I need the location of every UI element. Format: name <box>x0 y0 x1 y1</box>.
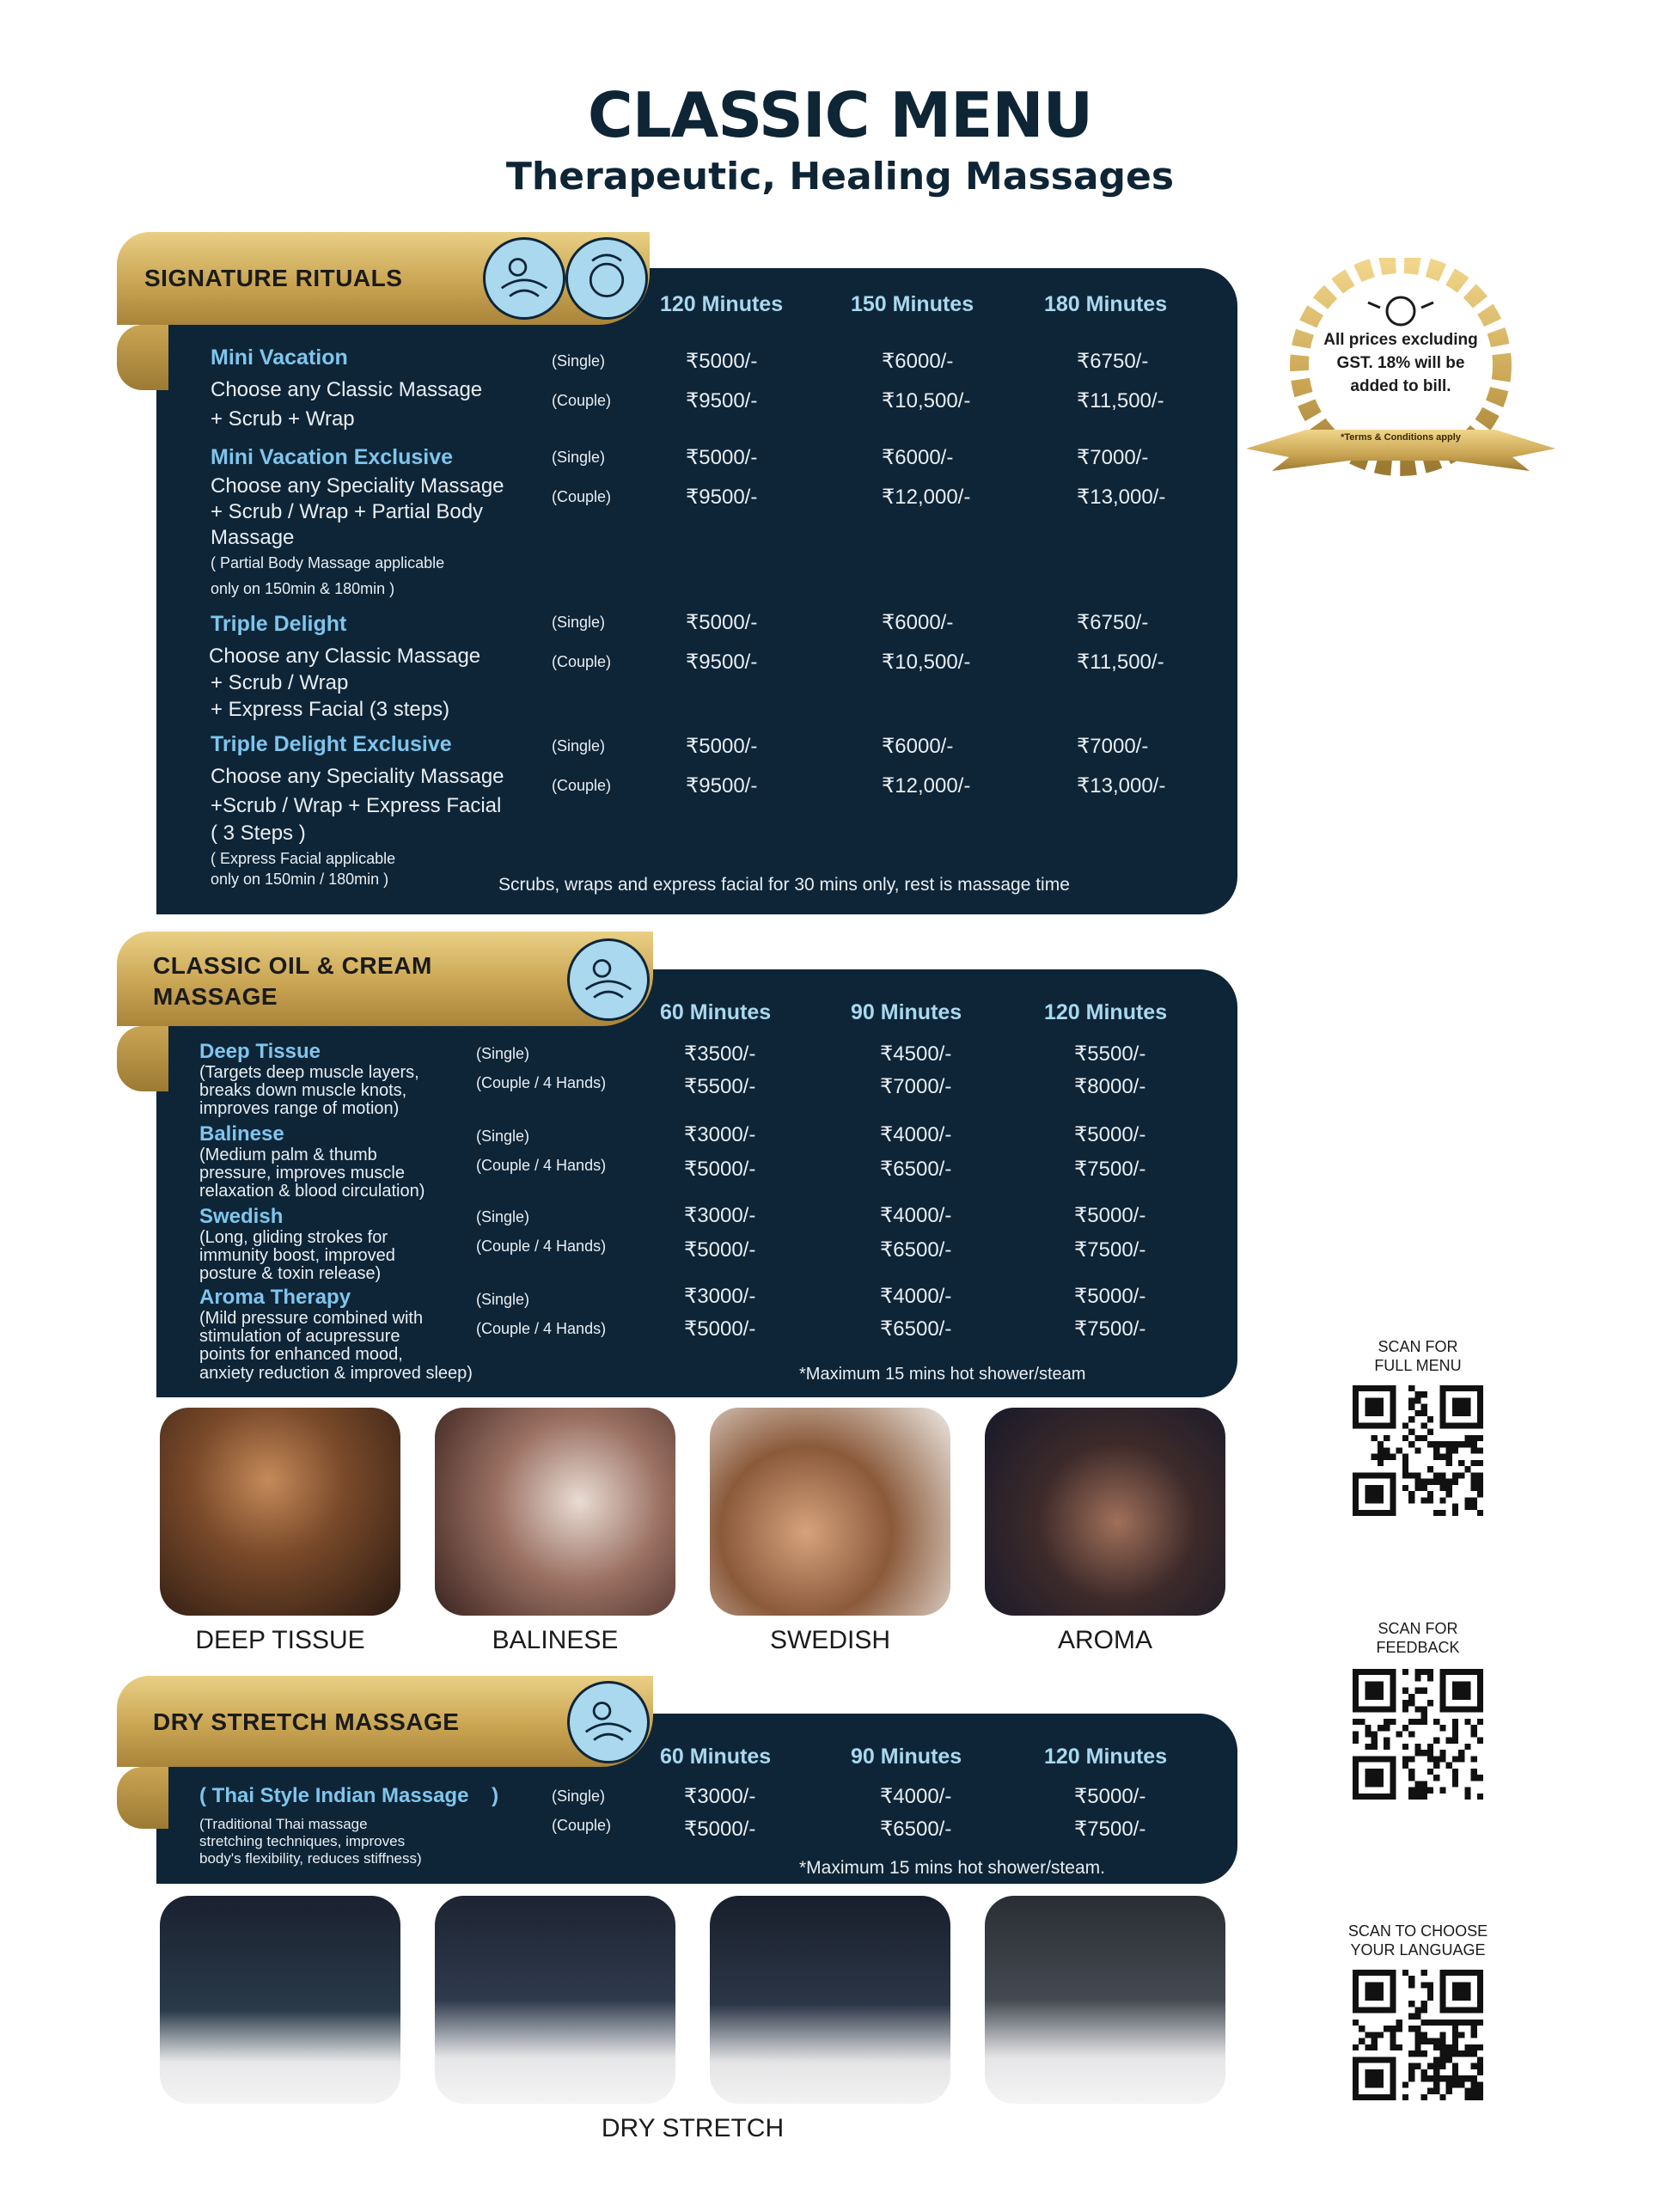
couple-label: (Couple) <box>552 1817 612 1834</box>
price: ₹6500/- <box>880 1317 952 1341</box>
classic-item-desc: (Mild pressure combined with <box>199 1309 424 1328</box>
price: ₹6750/- <box>1077 350 1149 373</box>
qr-label-line: YOUR LANGUAGE <box>1350 1941 1486 1959</box>
dry-item-desc: body's flexibility, reduces stiffness) <box>199 1850 422 1867</box>
price: ₹3000/- <box>684 1785 756 1808</box>
price: ₹3500/- <box>684 1042 756 1066</box>
photo-dry-stretch-1 <box>160 1896 400 2104</box>
sig-item-note: ( Partial Body Massage applicable <box>211 554 445 571</box>
price: ₹5000/- <box>686 611 758 634</box>
price: ₹6000/- <box>882 735 954 758</box>
price: ₹13,000/- <box>1077 486 1166 509</box>
sig-item-note: only on 150min & 180min ) <box>211 580 395 597</box>
price: ₹4500/- <box>880 1042 952 1066</box>
qr-label-line: FEEDBACK <box>1376 1639 1460 1656</box>
single-label: (Single) <box>552 737 606 755</box>
sig-item-desc: + Scrub / Wrap + Partial Body <box>211 500 484 523</box>
price: ₹7500/- <box>1074 1818 1146 1841</box>
sig-item-name: Mini Vacation Exclusive <box>211 445 454 469</box>
classic-item-desc: stimulation of acupressure <box>199 1327 400 1346</box>
classic-item-desc: relaxation & blood circulation) <box>199 1182 425 1201</box>
photo-dry-stretch-3 <box>710 1896 950 2104</box>
qr-label-feedback <box>1323 1619 1512 1657</box>
sig-item-note: ( Express Facial applicable <box>211 850 396 867</box>
price: ₹7000/- <box>1077 446 1149 469</box>
sig-item-name: Mini Vacation <box>211 345 348 370</box>
couple-label: (Couple) <box>552 488 612 505</box>
price: ₹4000/- <box>880 1285 952 1308</box>
price: ₹5000/- <box>1074 1285 1146 1308</box>
classic-item-desc: (Targets deep muscle layers, <box>199 1063 419 1082</box>
classic-item-name: Deep Tissue <box>199 1040 321 1063</box>
price: ₹5000/- <box>686 350 758 373</box>
price: ₹7500/- <box>1074 1238 1146 1262</box>
price: ₹12,000/- <box>882 486 971 509</box>
price: ₹3000/- <box>684 1123 756 1146</box>
price: ₹10,500/- <box>882 389 971 412</box>
caption-dry-stretch: DRY STRETCH <box>601 2114 785 2142</box>
price: ₹5000/- <box>686 446 758 469</box>
price: ₹8000/- <box>1074 1075 1146 1098</box>
price: ₹5000/- <box>684 1238 756 1262</box>
facial-icon <box>565 237 648 320</box>
caption-balinese: BALINESE <box>492 1626 619 1654</box>
price: ₹9500/- <box>686 486 758 509</box>
price: ₹13,000/- <box>1077 774 1166 798</box>
price: ₹9500/- <box>686 389 758 412</box>
classic-label-2: MASSAGE <box>153 983 278 1010</box>
massage-icon <box>483 237 565 320</box>
price: ₹6000/- <box>882 446 954 469</box>
price: ₹9500/- <box>686 774 758 798</box>
classic-item-name: Balinese <box>199 1122 284 1146</box>
price: ₹3000/- <box>684 1285 756 1308</box>
classic-label: CLASSIC OIL & CREAM <box>153 952 432 979</box>
single-label: (Single) <box>476 1208 530 1225</box>
sig-item-desc: Choose any Speciality Massage <box>211 765 504 788</box>
price: ₹6000/- <box>882 611 954 634</box>
single-label: (Single) <box>552 352 606 370</box>
classic-col-1: 60 Minutes <box>660 1000 772 1024</box>
price: ₹11,500/- <box>1077 651 1164 674</box>
price: ₹7500/- <box>1074 1158 1146 1181</box>
qr-label-language <box>1323 1922 1512 1959</box>
price: ₹12,000/- <box>882 774 971 798</box>
couple-label: (Couple) <box>552 777 612 794</box>
dry-item-desc: (Traditional Thai massage <box>199 1816 368 1832</box>
price: ₹4000/- <box>880 1204 952 1227</box>
signature-note: Scrubs, wraps and express facial for 30 mins only, rest is massage time <box>498 875 1070 895</box>
qr-label-line: SCAN FOR <box>1378 1338 1458 1355</box>
couple-label: (Couple / 4 Hands) <box>476 1320 607 1337</box>
qr-code-feedback-icon[interactable] <box>1353 1669 1483 1800</box>
qr-label-full-menu <box>1323 1337 1512 1375</box>
dry-col-3: 120 Minutes <box>1044 1745 1168 1769</box>
classic-item-name: Swedish <box>199 1205 284 1228</box>
classic-col-3: 120 Minutes <box>1044 1000 1168 1024</box>
single-label: (Single) <box>476 1291 530 1308</box>
caption-swedish: SWEDISH <box>769 1626 890 1654</box>
price: ₹6500/- <box>880 1238 952 1262</box>
classic-item-desc: immunity boost, improved <box>199 1246 395 1265</box>
dry-item-desc: stretching techniques, improves <box>199 1833 406 1849</box>
single-label: (Single) <box>552 1788 606 1805</box>
classic-item-desc: improves range of motion) <box>199 1099 400 1118</box>
sig-item-desc: Massage <box>211 526 295 549</box>
photo-aroma <box>985 1408 1225 1616</box>
price: ₹5000/- <box>1074 1785 1146 1808</box>
price: ₹5500/- <box>684 1075 756 1098</box>
photo-dry-stretch-4 <box>985 1896 1225 2104</box>
photo-deep-tissue <box>160 1408 400 1616</box>
single-label: (Single) <box>476 1128 530 1145</box>
massage-icon <box>567 938 650 1021</box>
dry-col-2: 90 Minutes <box>851 1745 962 1769</box>
price: ₹5000/- <box>1074 1123 1146 1146</box>
sig-item-desc: Choose any Classic Massage <box>209 645 481 668</box>
classic-item-desc: pressure, improves muscle <box>199 1164 405 1182</box>
single-label: (Single) <box>552 449 606 466</box>
massage-icon <box>567 1681 650 1763</box>
gst-badge-terms: *Terms & Conditions apply <box>1341 432 1461 443</box>
price: ₹9500/- <box>686 651 758 674</box>
price: ₹5000/- <box>684 1158 756 1181</box>
signature-label: SIGNATURE RITUALS <box>144 265 403 291</box>
classic-item-desc: anxiety reduction & improved sleep) <box>199 1364 473 1383</box>
classic-item-name: Aroma Therapy <box>199 1286 351 1309</box>
couple-label: (Couple / 4 Hands) <box>476 1157 607 1174</box>
price: ₹5000/- <box>684 1818 756 1841</box>
dry-col-1: 60 Minutes <box>660 1745 772 1769</box>
price: ₹10,500/- <box>882 651 971 674</box>
price: ₹7000/- <box>880 1075 952 1098</box>
classic-col-2: 90 Minutes <box>851 1000 962 1024</box>
dry-item-name: ( Thai Style Indian Massage ) <box>199 1784 499 1807</box>
couple-label: (Couple) <box>552 653 612 670</box>
dry-banner-tail <box>117 1767 168 1829</box>
qr-code-full-menu-icon[interactable] <box>1353 1385 1483 1516</box>
couple-label: (Couple) <box>552 392 612 409</box>
gst-badge-text: All prices excluding GST. 18% will be added to bill. <box>1323 331 1478 395</box>
price: ₹6500/- <box>880 1158 952 1181</box>
sig-item-desc: Choose any Classic Massage <box>211 378 483 401</box>
sig-col-3: 180 Minutes <box>1044 292 1168 316</box>
signature-banner-tail <box>117 325 168 390</box>
classic-item-desc: (Long, gliding strokes for <box>199 1228 388 1247</box>
dry-note: *Maximum 15 mins hot shower/steam. <box>799 1858 1105 1878</box>
sig-item-note: only on 150min / 180min ) <box>211 871 389 888</box>
classic-item-desc: breaks down muscle knots, <box>199 1081 407 1100</box>
price: ₹6000/- <box>882 350 954 373</box>
price: ₹6750/- <box>1077 611 1149 634</box>
qr-label-line: SCAN FOR <box>1378 1620 1458 1637</box>
classic-item-desc: points for enhanced mood, <box>199 1345 403 1364</box>
sig-col-2: 150 Minutes <box>851 292 974 316</box>
classic-note: *Maximum 15 mins hot shower/steam <box>799 1365 1086 1384</box>
sig-item-desc: +Scrub / Wrap + Express Facial <box>211 794 502 817</box>
price: ₹4000/- <box>880 1785 952 1808</box>
caption-aroma: AROMA <box>1057 1626 1152 1654</box>
photo-dry-stretch-2 <box>435 1896 675 2104</box>
sig-item-desc: + Express Facial (3 steps) <box>211 698 450 721</box>
page-subtitle: Therapeutic, Healing Massages <box>505 155 1175 199</box>
sig-item-name: Triple Delight <box>211 612 347 636</box>
price: ₹5000/- <box>684 1317 756 1341</box>
price: ₹7000/- <box>1077 735 1149 758</box>
qr-label-line: FULL MENU <box>1374 1357 1462 1374</box>
sig-item-desc: Choose any Speciality Massage <box>211 474 504 498</box>
price: ₹6500/- <box>880 1818 952 1841</box>
classic-banner-tail <box>117 1026 168 1091</box>
price: ₹5000/- <box>1074 1204 1146 1227</box>
sig-item-desc: + Scrub + Wrap <box>211 407 355 431</box>
photo-balinese <box>435 1408 675 1616</box>
price: ₹5500/- <box>1074 1042 1146 1066</box>
classic-item-desc: posture & toxin release) <box>199 1264 382 1283</box>
classic-item-desc: (Medium palm & thumb <box>199 1146 377 1164</box>
price: ₹5000/- <box>686 735 758 758</box>
price: ₹7500/- <box>1074 1317 1146 1341</box>
sig-item-desc: ( 3 Steps ) <box>211 822 306 845</box>
qr-label-line: SCAN TO CHOOSE <box>1347 1922 1488 1940</box>
sig-item-name: Triple Delight Exclusive <box>211 732 452 756</box>
dry-label: DRY STRETCH MASSAGE <box>153 1708 460 1735</box>
sig-item-desc: + Scrub / Wrap <box>211 671 349 694</box>
price: ₹4000/- <box>880 1123 952 1146</box>
couple-label: (Couple / 4 Hands) <box>476 1074 607 1091</box>
single-label: (Single) <box>552 614 606 631</box>
photo-swedish <box>710 1408 950 1616</box>
price: ₹3000/- <box>684 1204 756 1227</box>
qr-code-language-icon[interactable] <box>1353 1970 1483 2100</box>
sig-col-1: 120 Minutes <box>660 292 784 316</box>
page-title: CLASSIC MENU <box>587 79 1093 151</box>
caption-deep-tissue: DEEP TISSUE <box>195 1626 365 1654</box>
couple-label: (Couple / 4 Hands) <box>476 1238 607 1255</box>
single-label: (Single) <box>476 1045 530 1062</box>
price: ₹11,500/- <box>1077 389 1164 412</box>
